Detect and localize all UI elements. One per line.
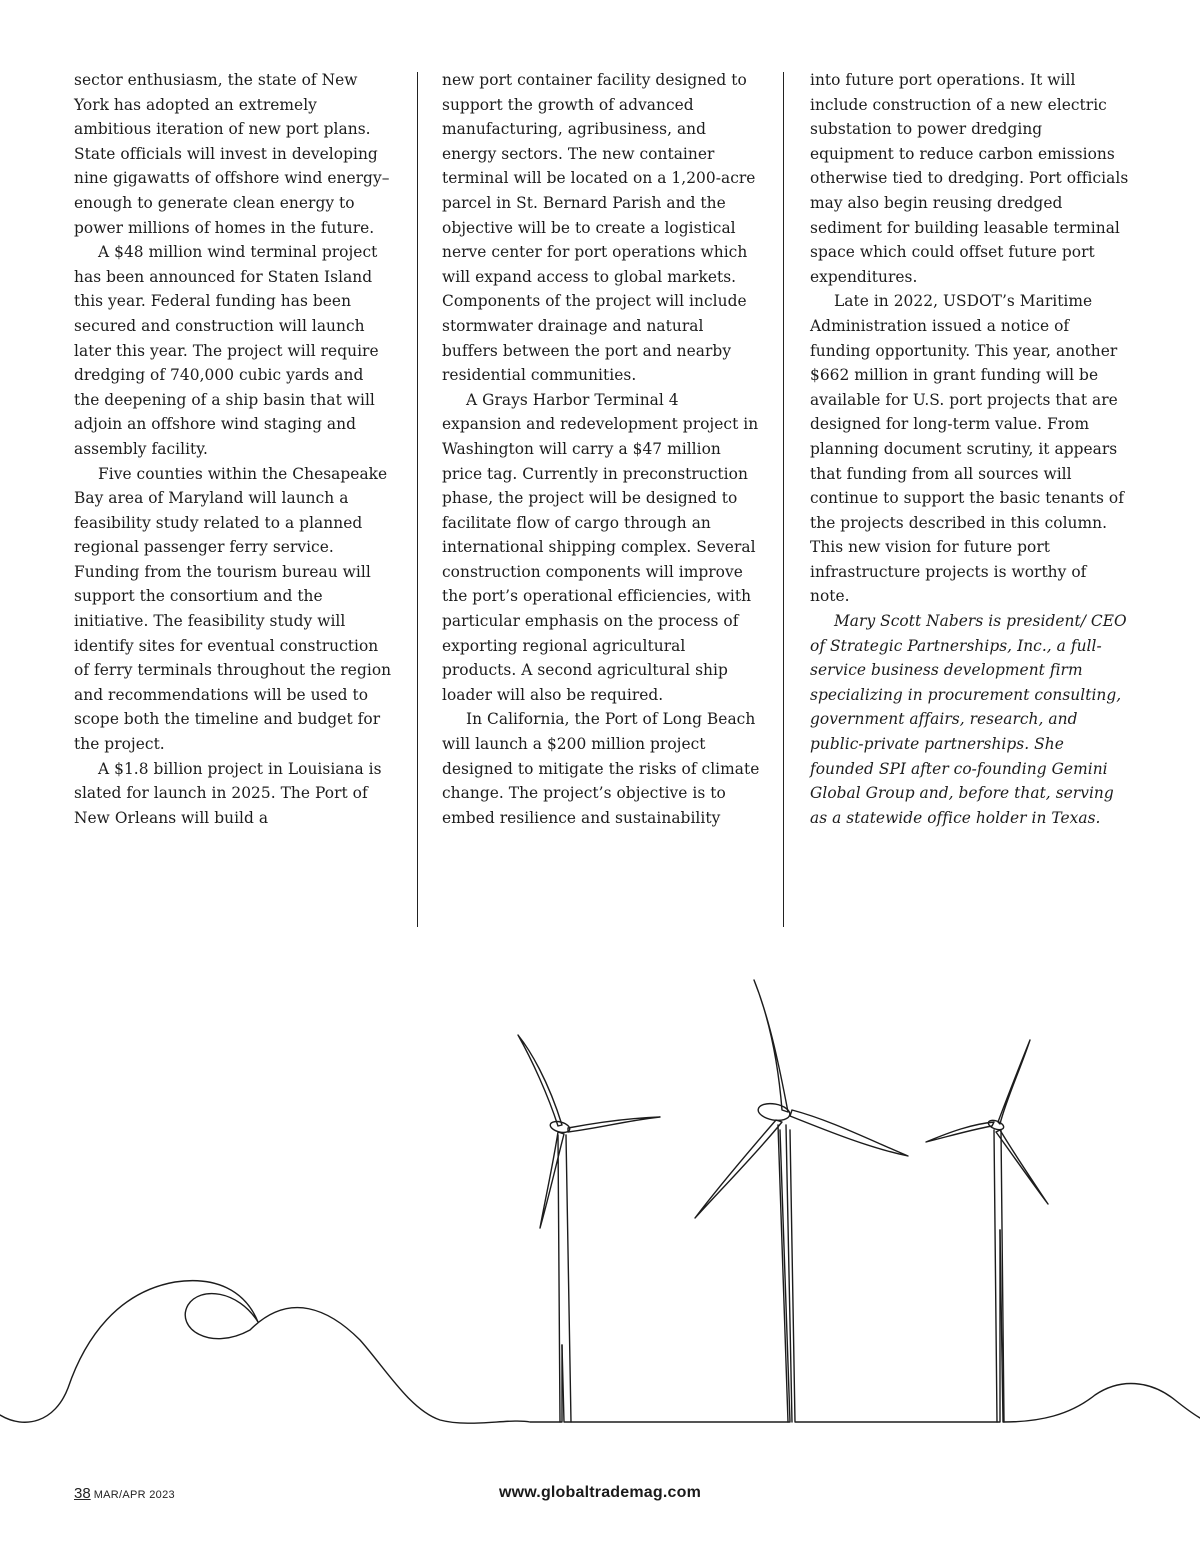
article-paragraph: Late in 2022, USDOT’s Maritime Administration issued a notice of funding opportunity. This year, another $662 million in grant funding will be available for U.S. port projects that are designed for long-term value. From planning document scrutiny, it appears that funding from all sources will continue to support the basic tenants of the projects described in this column. This new vision for future port infrastructure projects is worthy of note. bbox=[810, 292, 1124, 606]
website-url[interactable]: www.globaltrademag.com bbox=[498, 1484, 702, 1501]
article-paragraph: into future port operations. It will include construction of a new electric substation to power dredging equipment to reduce carbon emissions otherwise tied to dredging. Port officials may also begin reusing dredged sediment for building leasable terminal space which could offset future port expenditures. bbox=[810, 71, 1129, 286]
issue-date: MAR/APR 2023 bbox=[93, 1489, 175, 1501]
article-paragraph: A $1.8 billion project in Louisiana is slated for launch in 2025. The Port of New Orleans will build a bbox=[74, 759, 382, 827]
author-bio: Mary Scott Nabers is president/ CEO of Strategic Partnerships, Inc., a full-service business development firm specializing in procurement consulting, government affairs, research, and public-private partnerships. She founded SPI after co-founding Gemini Global Group and, before that, serving as a statewide office holder in Texas. bbox=[810, 612, 1127, 827]
article-paragraph: Five counties within the Chesapeake Bay area of Maryland will launch a feasibility study related to a planned regional passenger ferry service. Funding from the tourism bureau will support the consortium and the initiative. The feasibility study will identify sites for eventual construction of ferry terminals throughout the region and recommendations will be used to scope both the timeline and budget for the project. bbox=[74, 464, 392, 754]
article-column-2 bbox=[442, 68, 760, 830]
article-paragraph: sector enthusiasm, the state of New York has adopted an extremely ambitious iteration of new port plans. State officials will invest in developing nine gigawatts of offshore wind energy–enough to generate clean energy to power millions of homes in the future. bbox=[74, 71, 390, 237]
column-divider bbox=[783, 72, 784, 927]
article-paragraph: A Grays Harbor Terminal 4 expansion and redevelopment project in Washington will carry a $47 million price tag. Currently in preconstruction phase, the project will be designed to facilitate flow of cargo through an international shipping complex. Several construction components will improve the port’s operational efficiencies, with particular emphasis on the process of exporting regional agricultural products. A second agricultural ship loader will also be required. bbox=[442, 390, 759, 704]
ground-wave-line bbox=[0, 1130, 1200, 1423]
article-column-3 bbox=[810, 68, 1130, 830]
column-divider bbox=[417, 72, 418, 927]
article-column-1 bbox=[74, 68, 392, 830]
page-number: 38 bbox=[74, 1485, 91, 1502]
wind-turbine-line-illustration bbox=[0, 960, 1200, 1440]
wind-turbine-right bbox=[926, 1040, 1048, 1422]
wind-turbine-center bbox=[695, 980, 908, 1422]
article-paragraph: new port container facility designed to support the growth of advanced manufacturing, agribusiness, and energy sectors. The new container terminal will be located on a 1,200-acre parcel in St. Bernard Parish and the objective will be to create a logistical nerve center for port operations which will expand access to global markets. Components of the project will include stormwater drainage and natural buffers between the port and nearby residential communities. bbox=[442, 71, 756, 385]
article-paragraph: In California, the Port of Long Beach will launch a $200 million project designed to mitigate the risks of climate change. The project’s objective is to embed resilience and sustainability bbox=[442, 710, 760, 827]
article-paragraph: A $48 million wind terminal project has been announced for Staten Island this year. Federal funding has been secured and construction will launch later this year. The project will require dredging of 740,000 cubic yards and the deepening of a ship basin that will adjoin an offshore wind staging and assembly facility. bbox=[74, 243, 379, 458]
wind-turbine-left bbox=[518, 1035, 660, 1422]
